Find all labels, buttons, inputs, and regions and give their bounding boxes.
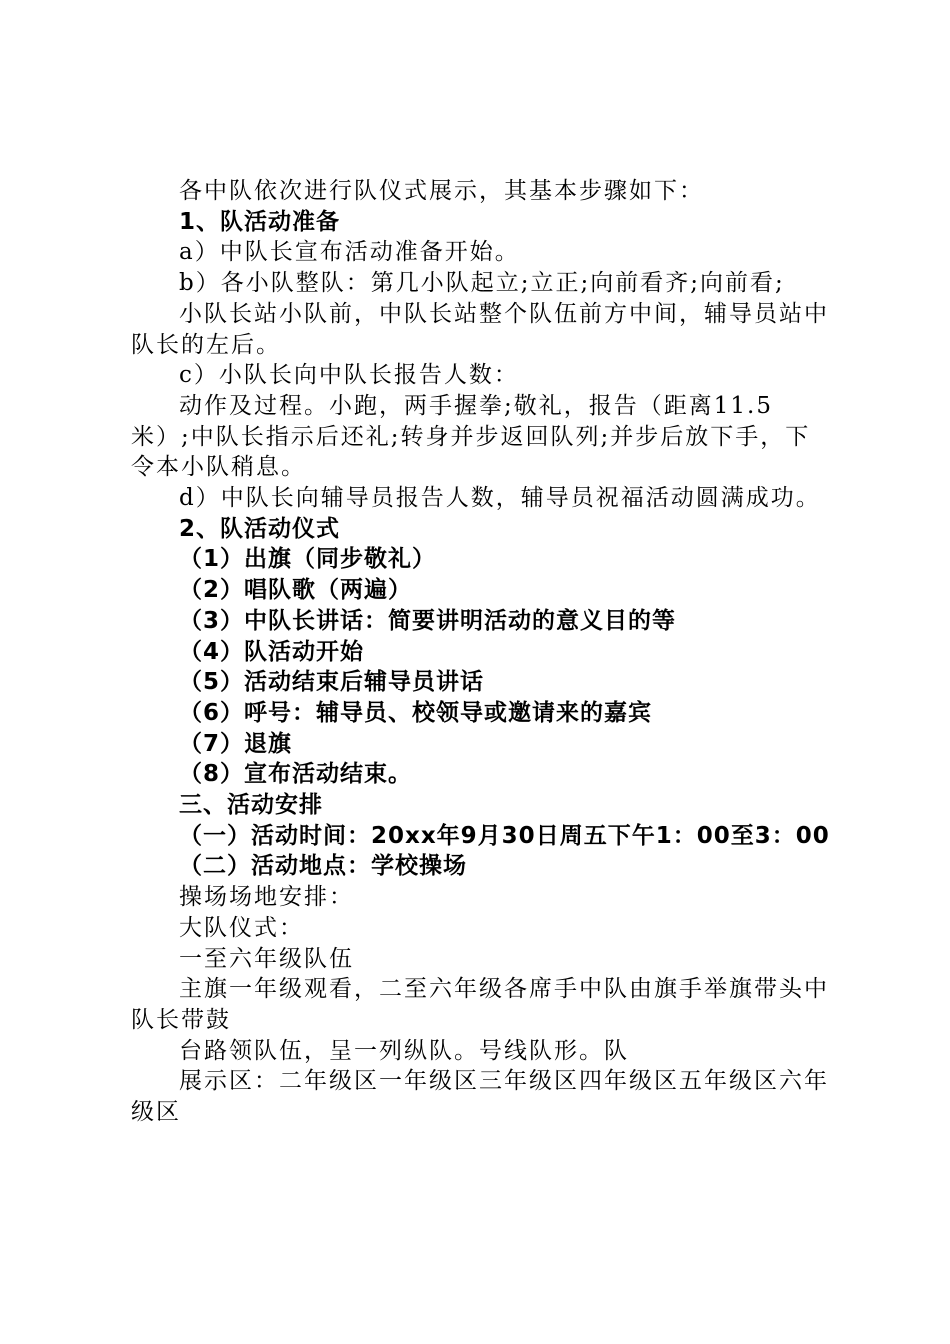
paragraph: 一至六年级队伍 [179, 945, 354, 972]
paragraph: 大队仪式： [179, 914, 304, 941]
list-item: （6）呼号：辅导员、校领导或邀请来的嘉宾 [179, 699, 653, 726]
list-item: （7）退旗 [179, 730, 293, 757]
list-item: （5）活动结束后辅导员讲话 [179, 669, 485, 696]
paragraph: a）中队长宣布活动准备开始。 [179, 239, 520, 266]
list-item: （一）活动时间：20xx年9月30日周五下午1：00至3：00 [179, 822, 830, 849]
paragraph: 动作及过程。小跑，两手握拳;敬礼，报告（距离11.5米）;中队长指示后还礼;转身并步返回队列;并步后放下手，下令本小队稍息。 [131, 392, 811, 481]
section-heading: 2、队活动仪式 [179, 515, 341, 542]
list-item: （二）活动地点：学校操场 [179, 853, 467, 880]
paragraph: 主旗一年级观看，二至六年级各席手中队由旗手举旗带头中队长带鼓 [131, 976, 829, 1033]
list-item: （4）队活动开始 [179, 638, 365, 665]
paragraph: 展示区：二年级区一年级区三年级区四年级区五年级区六年级区 [131, 1068, 829, 1126]
list-item: （3）中队长讲话：简要讲明活动的意义目的等 [179, 607, 677, 634]
list-item: （1）出旗（同步敬礼） [179, 546, 437, 573]
paragraph: 操场场地安排： [179, 884, 354, 911]
section-heading: 1、队活动准备 [179, 208, 341, 235]
paragraph: b）各小队整队：第几小队起立;立正;向前看齐;向前看; [179, 270, 785, 297]
paragraph: 各中队依次进行队仪式展示，其基本步骤如下： [179, 178, 704, 204]
paragraph: 台路领队伍，呈一列纵队。号线队形。队 [179, 1037, 629, 1064]
paragraph: c）小队长向中队长报告人数： [179, 362, 519, 389]
list-item: （8）宣布活动结束。 [179, 761, 413, 788]
paragraph: 小队长站小队前，中队长站整个队伍前方中间，辅导员站中队长的左后。 [131, 300, 829, 358]
document-body [131, 176, 831, 1128]
section-heading: 三、活动安排 [179, 792, 323, 819]
paragraph: d）中队长向辅导员报告人数，辅导员祝福活动圆满成功。 [179, 485, 821, 512]
list-item: （2）唱队歌（两遍） [179, 577, 413, 604]
